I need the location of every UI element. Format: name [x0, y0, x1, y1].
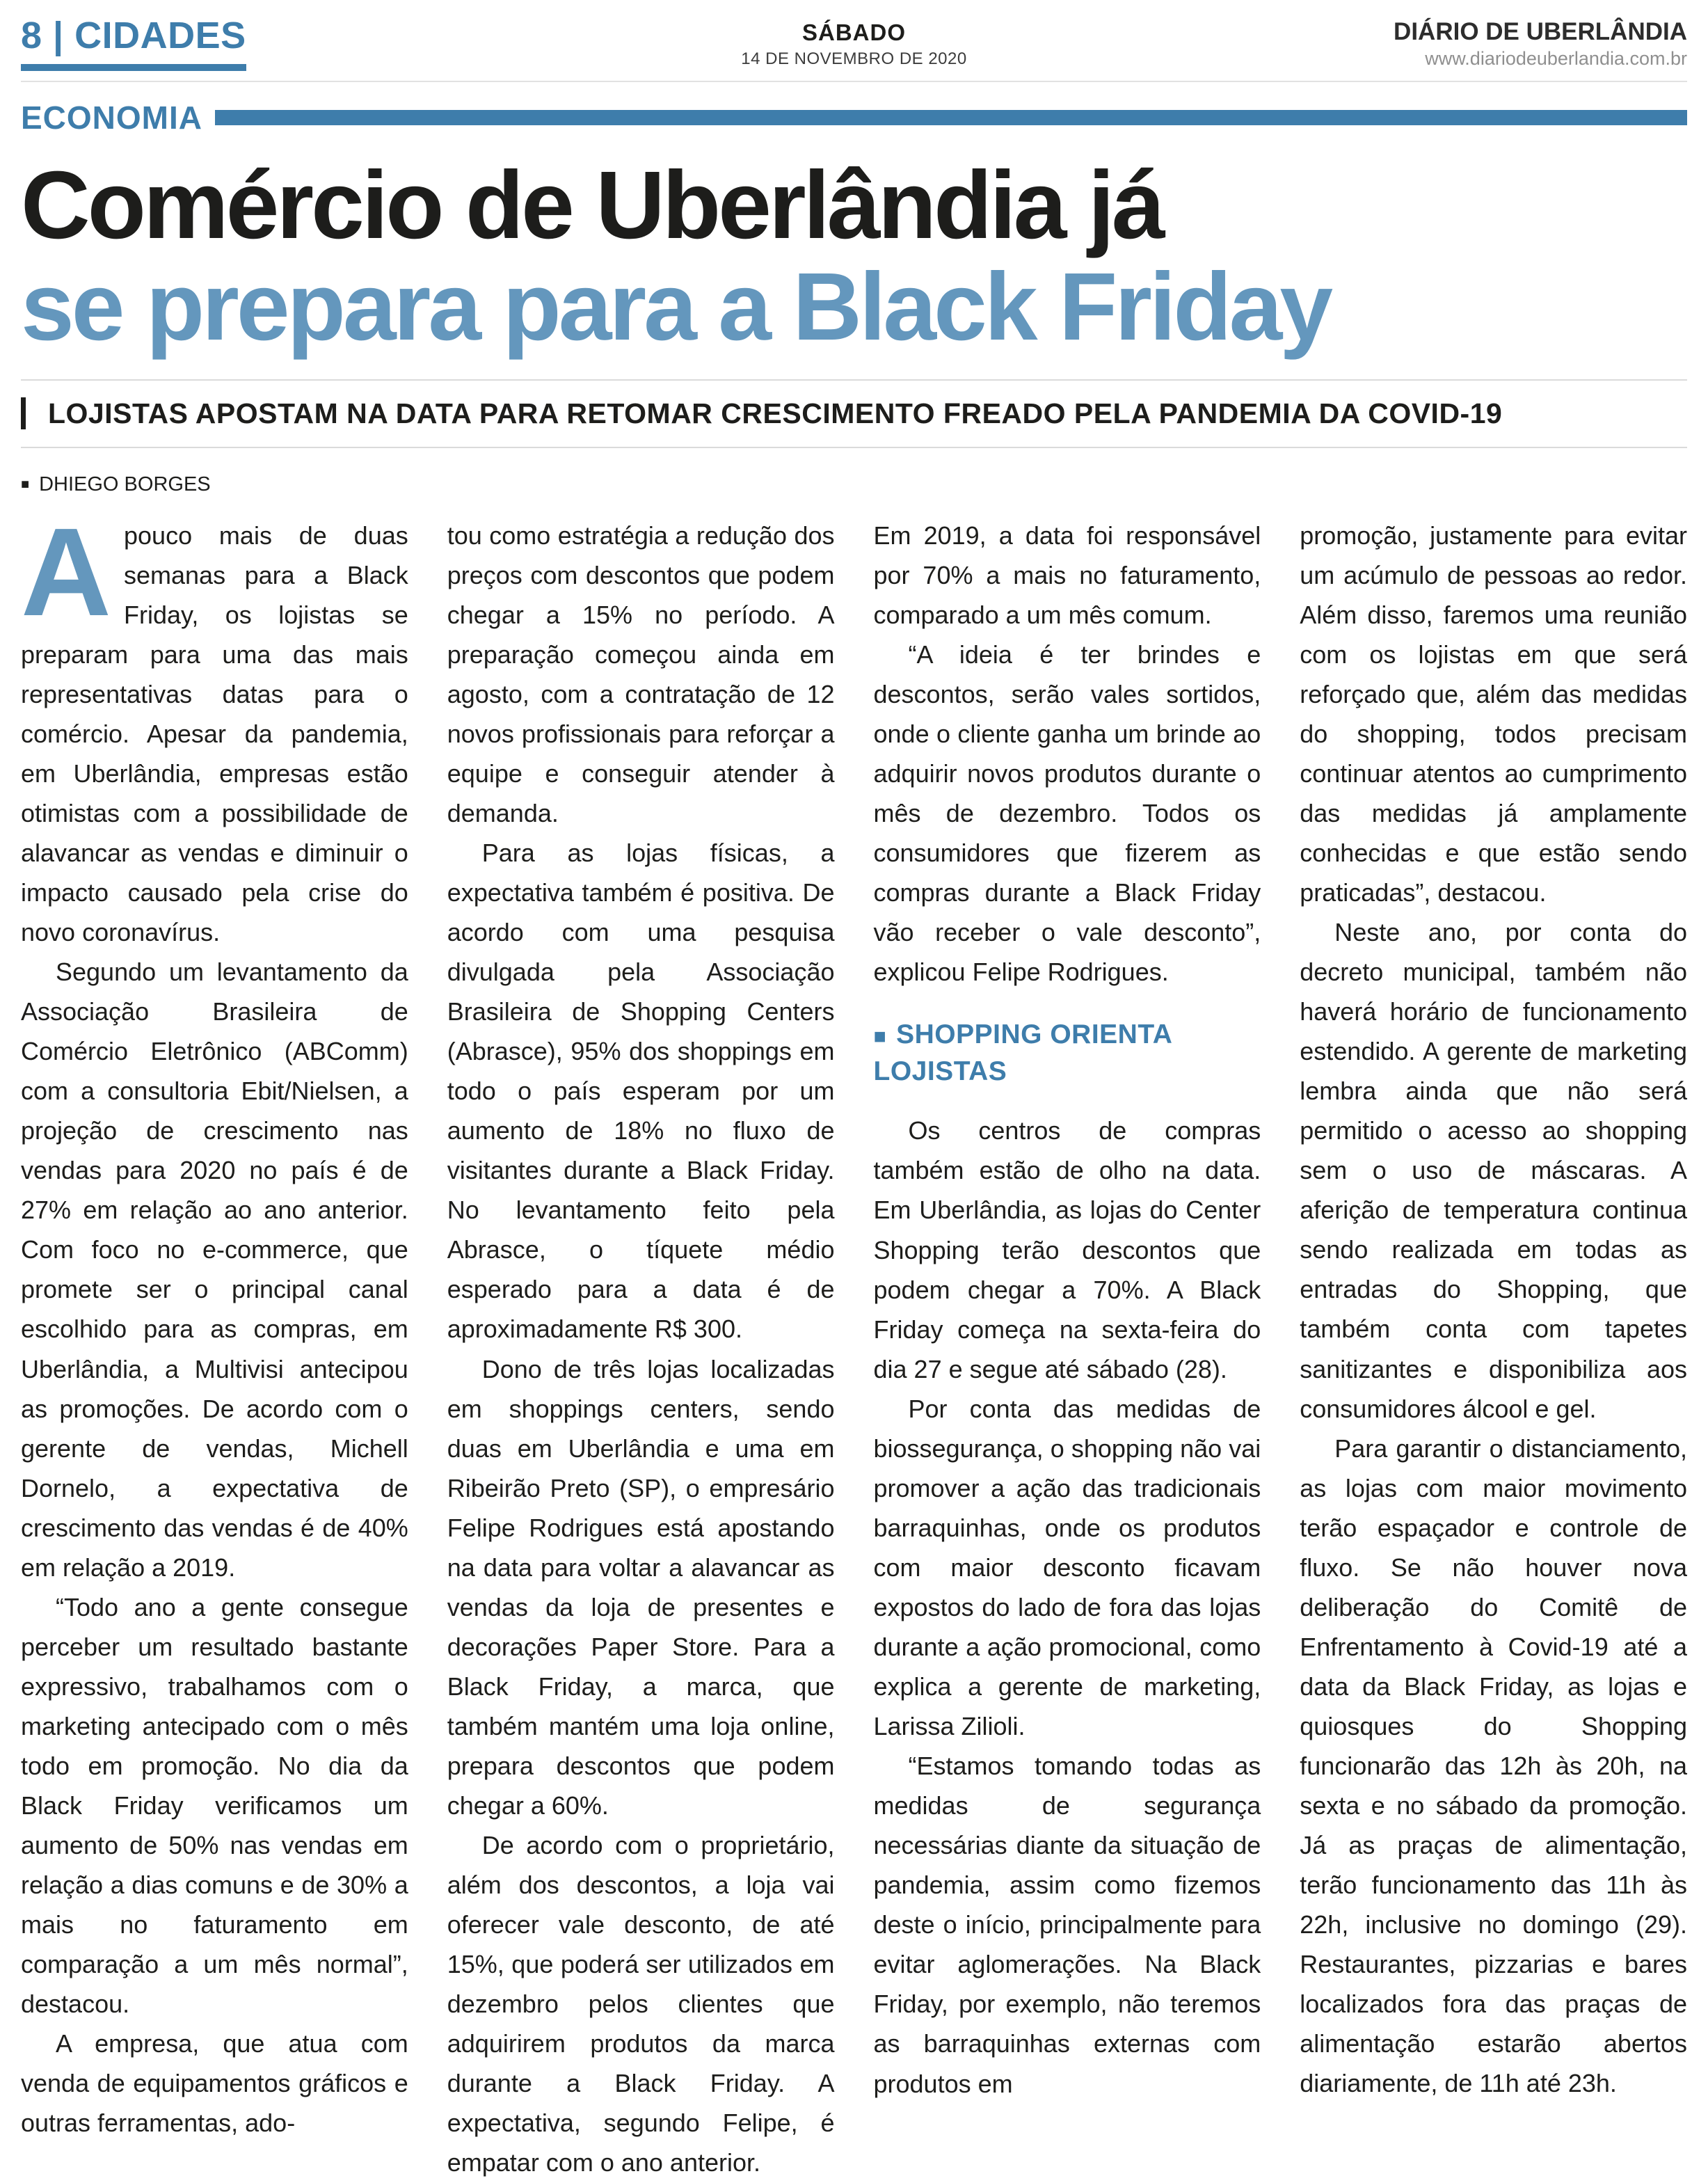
headline-line1: Comércio de Uberlândia já — [21, 152, 1163, 259]
article-columns — [21, 502, 1687, 2183]
article-paragraph: Para as lojas físicas, a expectativa também é positiva. De acordo com uma pesquisa divulgada pela Associação Brasileira de Shopping Centers (Abrasce), 95% dos shoppings em todo o país esperam por um aumento de 18% no fluxo de visitantes durante a Black Friday. No levantamento feito pela Abrasce, o tíquete médio esperado para a data é de aproximadamente R$ 300. — [447, 838, 835, 1344]
section-block — [21, 14, 741, 71]
article-paragraph: Segundo um levantamento da Associação Brasileira de Comércio Eletrônico (ABComm) com a consultoria Ebit/Nielsen, a projeção de crescimento nas vendas para 2020 no país é de 27% em relação ao ano anterior. Com foco no e-commerce, que promete ser o principal canal escolhido para as compras, em Uberlândia, a Multivisi antecipou as promoções. De acordo com o gerente de vendas, Michell Dornelo, a expectativa de crescimento das vendas é de 40% em relação a 2019. — [21, 958, 408, 1582]
article-paragraph: tou como estratégia a redução dos preços com descontos que podem chegar a 15% no período. A preparação começou ainda em agosto, com a contratação de 12 novos profissionais para reforçar a equipe e conseguir atender à demanda. — [447, 521, 835, 827]
article-paragraph — [21, 502, 408, 953]
article-paragraph: Neste ano, por conta do decreto municipal, também não haverá horário de funcionamento estendido. A gerente de marketing lembra ainda que não será permitido o acesso ao shopping sem o uso de máscaras. A aferição de temperatura continua sendo realizada em todas as entradas do Shopping, que também conta com tapetes sanitizantes e disponibiliza aos consumidores álcool e gel. — [1300, 918, 1687, 1423]
article-paragraph: A empresa, que atua com venda de equipamentos gráficos e outras ferramentas, ado- — [21, 2029, 408, 2138]
headline — [21, 152, 1687, 361]
kicker-label: ECONOMIA — [21, 100, 202, 136]
sub-section-heading — [874, 1017, 1261, 1090]
date-block — [741, 14, 966, 69]
masthead-title: DIÁRIO DE UBERLÂNDIA — [1394, 18, 1687, 45]
paragraph-text: pouco mais de duas semanas para a Black Friday, os lojistas se preparam para uma das mais representativas datas para o comércio. Apesar da pandemia, em Uberlândia, empresas estão otimistas com a possibilidade de alavancar as vendas e diminuir o impacto causado pela crise do novo coronavírus. — [21, 521, 408, 946]
byline-name: DHIEGO BORGES — [39, 473, 211, 495]
column-2 — [447, 516, 835, 2183]
sub-section-heading-text: SHOPPING ORIENTA LOJISTAS — [873, 1019, 1172, 1086]
section-title: 8 | CIDADES — [21, 14, 246, 71]
kicker-bar — [215, 110, 1687, 125]
article-paragraph: Para garantir o distanciamento, as lojas com maior movimento terão espaçador e controle de fluxo. Se não houver nova deliberação do Comitê de Enfrentamento à Covid-19 até a data da Black Friday, as lojas e quiosques do Shopping funcionarão das 12h às 20h, na sexta e no sábado da promoção. Já as praças de alimentação, terão funcionamento das 11h às 22h, inclusive no domingo (29). Restaurantes, pizzarias e bares localizados fora das praças de alimentação estarão abertos diariamente, de 11h até 23h. — [1300, 1434, 1687, 2098]
article-paragraph: “Todo ano a gente consegue perceber um resultado bastante expressivo, trabalhamos com o marketing antecipado com o mês todo em promoção. No dia da Black Friday verificamos um aumento de 50% nas vendas em relação a dias comuns e de 30% a mais no faturamento em comparação a um mês normal”, destacou. — [21, 1592, 408, 2019]
column-1 — [21, 502, 408, 2183]
drop-cap: A — [21, 502, 111, 642]
article-paragraph: “Estamos tomando todas as medidas de segurança necessárias diante da situação de pandemia, assim como fizemos deste o início, principalmente para evitar aglomerações. Na Black Friday, por exemplo, não teremos as barraquinhas externas com produtos em — [873, 1752, 1261, 2098]
headline-line2: se prepara para a Black Friday — [21, 253, 1331, 361]
article-paragraph: Os centros de compras também estão de olho na data. Em Uberlândia, as lojas do Center Shopping terão descontos que podem chegar a 70%. A Black Friday começa na sexta-feira do dia 27 e segue até sábado (28). — [873, 1116, 1261, 1383]
weekday-label: SÁBADO — [801, 19, 906, 45]
column-4 — [1300, 516, 1687, 2183]
square-bullet-icon: ■ — [21, 477, 30, 493]
square-bullet-icon: ■ — [873, 1025, 887, 1049]
masthead-block — [967, 14, 1687, 70]
article-paragraph: promoção, justamente para evitar um acúmulo de pessoas ao redor. Além disso, faremos uma reunião com os lojistas em que será reforçado que, além das medidas do shopping, todos precisam continuar atentos ao cumprimento das medidas já amplamente conhecidas e que estão sendo praticadas”, destacou. — [1300, 521, 1687, 907]
column-3 — [874, 516, 1261, 2183]
page-header — [21, 14, 1687, 82]
subhead-row — [21, 379, 1687, 448]
article-paragraph: Por conta das medidas de biossegurança, o shopping não vai promover a ação das tradicionais barraquinhas, onde os produtos com maior desconto ficavam expostos do lado de fora das lojas durante a ação promocional, como explica a gerente de marketing, Larissa Zilioli. — [873, 1394, 1261, 1741]
subhead-bar-icon — [21, 397, 26, 429]
kicker-row — [21, 99, 1687, 136]
article-paragraph: “A ideia é ter brindes e descontos, serão vales sortidos, onde o cliente ganha um brinde ao adquirir novos produtos durante o mês de dezembro. Todos os consumidores que fizerem as compras durante a Black Friday vão receber o vale desconto”, explicou Felipe Rodrigues. — [873, 640, 1261, 987]
date-label: 14 DE NOVEMBRO DE 2020 — [741, 49, 967, 68]
website-url: www.diariodeuberlandia.com.br — [1425, 48, 1687, 69]
article-paragraph: Em 2019, a data foi responsável por 70% a mais no faturamento, comparado a um mês comum. — [873, 521, 1261, 629]
subhead-text: LOJISTAS APOSTAM NA DATA PARA RETOMAR CRESCIMENTO FREADO PELA PANDEMIA DA COVID-19 — [48, 397, 1503, 429]
article-paragraph: Dono de três lojas localizadas em shoppings centers, sendo duas em Uberlândia e uma em Ribeirão Preto (SP), o empresário Felipe Rodrigues está apostando na data para voltar a alavancar as vendas da loja de presentes e decorações Paper Store. Para a Black Friday, a marca, que também mantém uma loja online, prepara descontos que podem chegar a 60%. — [447, 1354, 835, 1820]
byline — [21, 473, 1687, 496]
article-paragraph: De acordo com o proprietário, além dos descontos, a loja vai oferecer vale desconto, de até 15%, que poderá ser utilizados em dezembro pelos clientes que adquirirem produtos da marca durante a Black Friday. A expectativa, segundo Felipe, é empatar com o ano anterior. — [447, 1831, 835, 2177]
